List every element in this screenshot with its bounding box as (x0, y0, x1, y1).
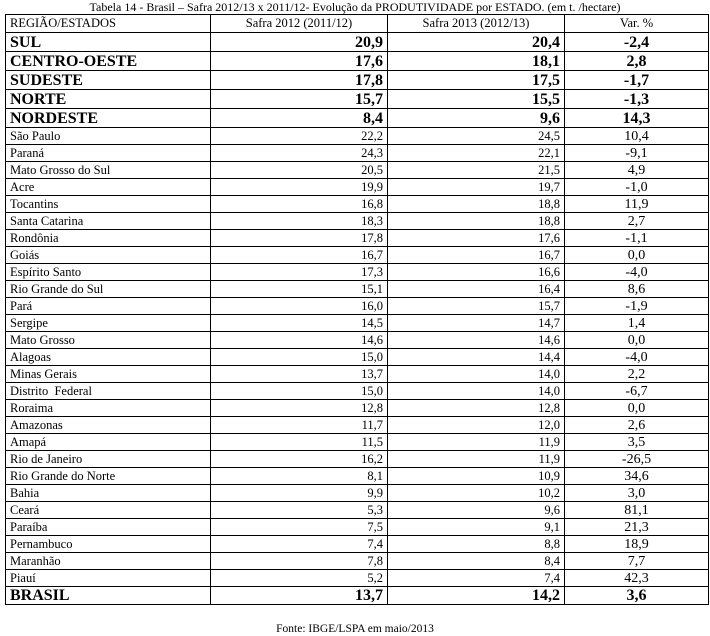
row-name: SUDESTE (6, 71, 211, 90)
row-var: -6,7 (565, 383, 709, 400)
row-safra-2013: 16,7 (388, 247, 565, 264)
row-safra-2013: 14,0 (388, 366, 565, 383)
row-name: Alagoas (6, 349, 211, 366)
row-safra-2012: 17,6 (211, 52, 388, 71)
row-safra-2012: 11,5 (211, 434, 388, 451)
row-var: -9,1 (565, 145, 709, 162)
row-var: 10,4 (565, 128, 709, 145)
row-safra-2013: 17,5 (388, 71, 565, 90)
row-safra-2013: 14,4 (388, 349, 565, 366)
row-name: São Paulo (6, 128, 211, 145)
row-safra-2012: 20,9 (211, 33, 388, 52)
row-var: 0,0 (565, 400, 709, 417)
table-row (6, 145, 709, 162)
table-row (6, 52, 709, 71)
row-name: Minas Gerais (6, 366, 211, 383)
row-name: Acre (6, 179, 211, 196)
row-safra-2013: 20,4 (388, 33, 565, 52)
row-safra-2013: 17,6 (388, 230, 565, 247)
row-var: 14,3 (565, 109, 709, 128)
row-var: -1,3 (565, 90, 709, 109)
total-row (6, 587, 709, 605)
row-name: Tocantins (6, 196, 211, 213)
row-var: -4,0 (565, 264, 709, 281)
table-row (6, 90, 709, 109)
table-row (6, 451, 709, 468)
row-safra-2012: 9,9 (211, 485, 388, 502)
row-safra-2013: 11,9 (388, 434, 565, 451)
row-safra-2013: 11,9 (388, 451, 565, 468)
row-safra-2012: 15,1 (211, 281, 388, 298)
row-safra-2013: 18,8 (388, 213, 565, 230)
table-row (6, 162, 709, 179)
row-safra-2013: 21,5 (388, 162, 565, 179)
row-var: 2,6 (565, 417, 709, 434)
source-note: Fonte: IBGE/LSPA em maio/2013 (276, 623, 434, 635)
row-name: Paraná (6, 145, 211, 162)
table-row (6, 366, 709, 383)
row-safra-2013: 19,7 (388, 179, 565, 196)
row-name: CENTRO-OESTE (6, 52, 211, 71)
row-safra-2012: 8,1 (211, 468, 388, 485)
table-row (6, 71, 709, 90)
table-row (6, 383, 709, 400)
row-safra-2013: 14,0 (388, 383, 565, 400)
row-var: 18,9 (565, 536, 709, 553)
row-safra-2012: 17,8 (211, 230, 388, 247)
row-safra-2012: 17,3 (211, 264, 388, 281)
row-safra-2013: 9,1 (388, 519, 565, 536)
row-safra-2013: 14,6 (388, 332, 565, 349)
table-row (6, 519, 709, 536)
table-row (6, 213, 709, 230)
row-var: 8,6 (565, 281, 709, 298)
row-var: 42,3 (565, 570, 709, 587)
row-var: 11,9 (565, 196, 709, 213)
row-var: -1,7 (565, 71, 709, 90)
row-safra-2013: 9,6 (388, 109, 565, 128)
table-row (6, 468, 709, 485)
row-safra-2012: 15,0 (211, 349, 388, 366)
row-safra-2012: 20,5 (211, 162, 388, 179)
row-safra-2013: 12,0 (388, 417, 565, 434)
total-safra-2012: 13,7 (211, 587, 388, 605)
row-var: -1,0 (565, 179, 709, 196)
row-name: Espírito Santo (6, 264, 211, 281)
row-var: 1,4 (565, 315, 709, 332)
row-safra-2013: 10,9 (388, 468, 565, 485)
row-name: Sergipe (6, 315, 211, 332)
table-row (6, 553, 709, 570)
row-safra-2012: 16,0 (211, 298, 388, 315)
row-var: 34,6 (565, 468, 709, 485)
row-var: 4,9 (565, 162, 709, 179)
row-name: Mato Grosso do Sul (6, 162, 211, 179)
table-row (6, 179, 709, 196)
table-row (6, 33, 709, 52)
table-row (6, 128, 709, 145)
row-name: NORTE (6, 90, 211, 109)
table-row (6, 349, 709, 366)
row-name: Rio de Janeiro (6, 451, 211, 468)
row-safra-2013: 9,6 (388, 502, 565, 519)
row-safra-2012: 7,8 (211, 553, 388, 570)
row-var: 2,7 (565, 213, 709, 230)
table-row (6, 502, 709, 519)
table-row (6, 315, 709, 332)
row-safra-2012: 24,3 (211, 145, 388, 162)
table-row (6, 281, 709, 298)
total-safra-2013: 14,2 (388, 587, 565, 605)
row-var: 81,1 (565, 502, 709, 519)
table-row (6, 400, 709, 417)
row-safra-2013: 18,8 (388, 196, 565, 213)
row-var: -4,0 (565, 349, 709, 366)
row-var: -26,5 (565, 451, 709, 468)
row-safra-2012: 17,8 (211, 71, 388, 90)
header-row (6, 15, 709, 33)
header-var: Var. % (565, 15, 709, 33)
row-safra-2013: 22,1 (388, 145, 565, 162)
table-row (6, 230, 709, 247)
row-var: 0,0 (565, 332, 709, 349)
row-safra-2012: 7,4 (211, 536, 388, 553)
row-var: -2,4 (565, 33, 709, 52)
row-name: Pará (6, 298, 211, 315)
row-var: 21,3 (565, 519, 709, 536)
table-row (6, 536, 709, 553)
row-name: Mato Grosso (6, 332, 211, 349)
table-row (6, 570, 709, 587)
row-name: Bahia (6, 485, 211, 502)
row-name: Paraíba (6, 519, 211, 536)
total-var: 3,6 (565, 587, 709, 605)
row-var: 2,2 (565, 366, 709, 383)
row-safra-2013: 16,4 (388, 281, 565, 298)
row-name: Amazonas (6, 417, 211, 434)
row-safra-2012: 15,0 (211, 383, 388, 400)
row-safra-2012: 16,2 (211, 451, 388, 468)
row-safra-2013: 10,2 (388, 485, 565, 502)
row-name: Santa Catarina (6, 213, 211, 230)
row-name: Piauí (6, 570, 211, 587)
row-safra-2012: 16,8 (211, 196, 388, 213)
row-var: 7,7 (565, 553, 709, 570)
row-name: SUL (6, 33, 211, 52)
table-row (6, 298, 709, 315)
row-safra-2013: 15,5 (388, 90, 565, 109)
row-name: Rio Grande do Sul (6, 281, 211, 298)
row-safra-2013: 14,7 (388, 315, 565, 332)
row-var: -1,9 (565, 298, 709, 315)
row-safra-2012: 18,3 (211, 213, 388, 230)
row-safra-2013: 15,7 (388, 298, 565, 315)
row-safra-2013: 8,4 (388, 553, 565, 570)
row-var: -1,1 (565, 230, 709, 247)
table-row (6, 332, 709, 349)
row-name: Amapá (6, 434, 211, 451)
total-name: BRASIL (6, 587, 211, 605)
row-safra-2012: 19,9 (211, 179, 388, 196)
row-safra-2013: 12,8 (388, 400, 565, 417)
row-name: Pernambuco (6, 536, 211, 553)
row-name: NORDESTE (6, 109, 211, 128)
row-var: 3,0 (565, 485, 709, 502)
row-safra-2012: 22,2 (211, 128, 388, 145)
row-safra-2012: 7,5 (211, 519, 388, 536)
table-row (6, 196, 709, 213)
row-name: Ceará (6, 502, 211, 519)
row-name: Maranhão (6, 553, 211, 570)
row-safra-2012: 14,6 (211, 332, 388, 349)
row-safra-2012: 13,7 (211, 366, 388, 383)
row-name: Roraima (6, 400, 211, 417)
table-row (6, 434, 709, 451)
row-safra-2012: 8,4 (211, 109, 388, 128)
row-name: Distrito Federal (6, 383, 211, 400)
row-safra-2012: 14,5 (211, 315, 388, 332)
row-var: 3,5 (565, 434, 709, 451)
header-safra-2013: Safra 2013 (2012/13) (388, 15, 565, 33)
row-safra-2012: 5,3 (211, 502, 388, 519)
row-name: Rio Grande do Norte (6, 468, 211, 485)
row-name: Rondônia (6, 230, 211, 247)
row-safra-2013: 16,6 (388, 264, 565, 281)
productivity-table (5, 14, 709, 605)
table-row (6, 485, 709, 502)
row-safra-2013: 18,1 (388, 52, 565, 71)
table-row (6, 417, 709, 434)
row-safra-2012: 12,8 (211, 400, 388, 417)
row-safra-2012: 11,7 (211, 417, 388, 434)
row-safra-2012: 15,7 (211, 90, 388, 109)
table-row (6, 247, 709, 264)
row-var: 2,8 (565, 52, 709, 71)
row-safra-2013: 24,5 (388, 128, 565, 145)
row-var: 0,0 (565, 247, 709, 264)
header-safra-2012: Safra 2012 (2011/12) (211, 15, 388, 33)
header-region: REGIÃO/ESTADOS (6, 15, 211, 33)
row-safra-2013: 7,4 (388, 570, 565, 587)
table-row (6, 264, 709, 281)
table-title: Tabela 14 - Brasil – Safra 2012/13 x 2011/12- Evolução da PRODUTIVIDADE por ESTADO. (em t. /hectare) (89, 0, 621, 14)
row-safra-2013: 8,8 (388, 536, 565, 553)
row-name: Goiás (6, 247, 211, 264)
row-safra-2012: 5,2 (211, 570, 388, 587)
row-safra-2012: 16,7 (211, 247, 388, 264)
table-row (6, 109, 709, 128)
